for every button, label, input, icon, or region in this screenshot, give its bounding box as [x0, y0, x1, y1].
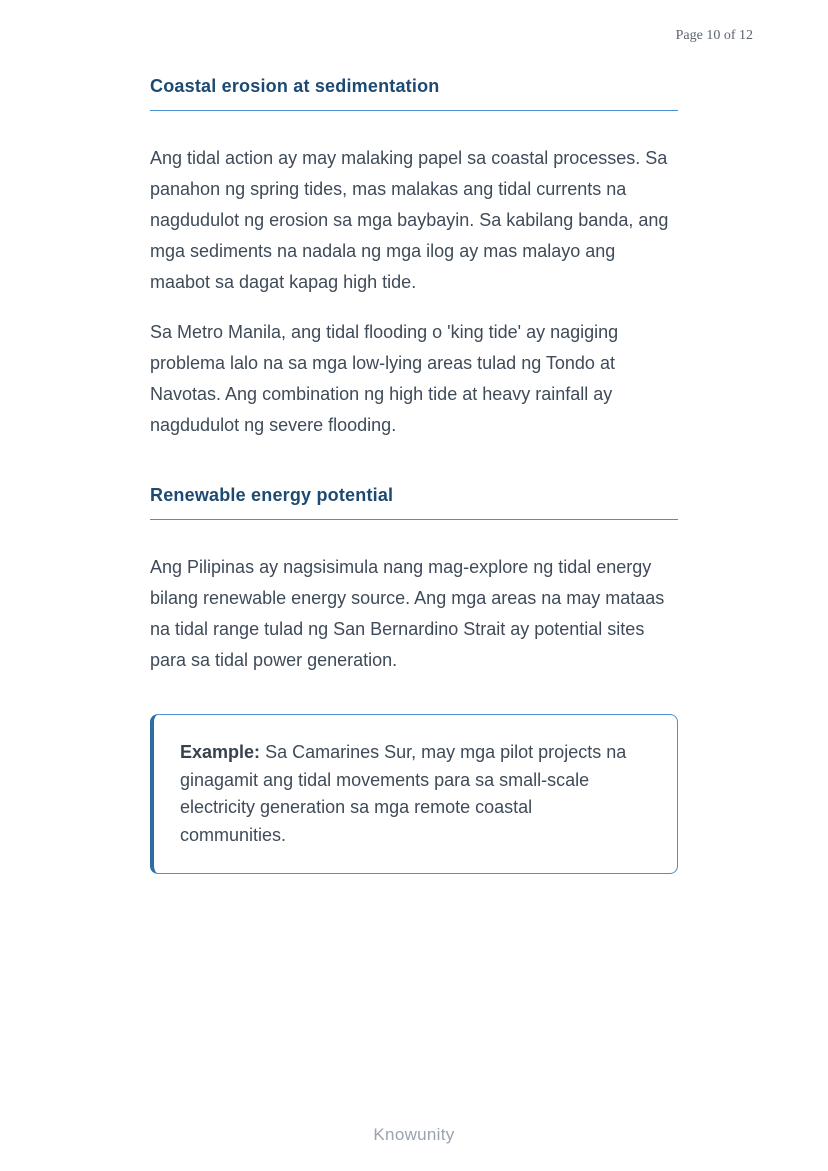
paragraph-coastal-erosion-2: Sa Metro Manila, ang tidal flooding o 'king tide' ay nagiging problema lalo na sa mga low-lying areas tulad ng Tondo at Navotas. Ang combination ng high tide at heavy rainfall ay nagdudulot ng severe flooding.: [150, 322, 619, 435]
section-heading-coastal-erosion: Coastal erosion at sedimentation: [150, 76, 678, 111]
example-box: [150, 714, 678, 874]
page-content: [150, 76, 678, 874]
paragraph-coastal-erosion-1: Ang tidal action ay may malaking papel sa coastal processes. Sa panahon ng spring tides, mas malakas ang tidal currents na nagdudulot ng erosion sa mga baybayin. Sa kabilang banda, ang mga sediments na nadala ng mga ilog ay mas malayo ang maabot sa dagat kapag high tide.: [150, 148, 669, 292]
footer-brand: Knowunity: [373, 1125, 455, 1144]
section-heading-renewable-energy: Renewable energy potential: [150, 485, 678, 520]
example-label: Example:: [180, 742, 261, 762]
page-footer: [0, 1125, 828, 1145]
paragraph-renewable-energy-1: Ang Pilipinas ay nagsisimula nang mag-explore ng tidal energy bilang renewable energy source. Ang mga areas na may mataas na tidal range tulad ng San Bernardino Strait ay potential sites para sa tidal power generation.: [150, 557, 665, 670]
page-number: Page 10 of 12: [675, 28, 753, 43]
example-text: Sa Camarines Sur, may mga pilot projects na ginagamit ang tidal movements para sa small-scale electricity generation sa mga remote coastal communities.: [180, 742, 627, 845]
